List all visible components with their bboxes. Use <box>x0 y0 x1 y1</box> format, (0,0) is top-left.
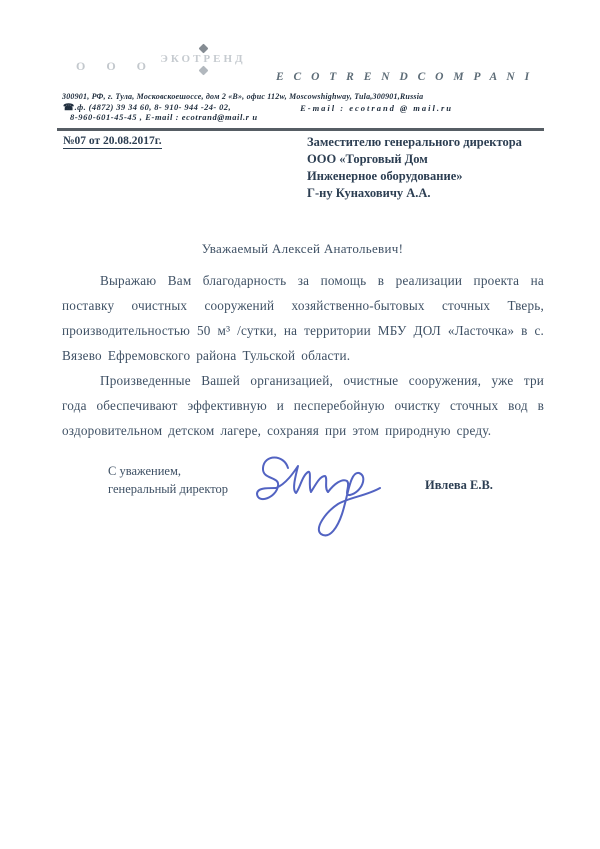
logo-ooo-text: О О О <box>76 59 156 73</box>
recipient-line: Заместителю генерального директора <box>307 135 522 149</box>
phone-icon: ☎ <box>63 102 75 112</box>
header-divider <box>57 128 544 131</box>
closing-line: генеральный директор <box>108 482 229 496</box>
body-paragraph-1: Выражаю Вам благодарность за помощь в реализации проекта на поставку очистных сооружений хозяйственно-бытовых сточных Тверь, производительностью 50 м³ /сутки, на территории МБУ ДОЛ «Ласточка» в с. Вязево Ефремовского района Тульской области. <box>62 273 544 363</box>
reference-number-date: №07 от 20.08.2017г. <box>63 135 162 147</box>
recipient-line: Г-ну Кунаховичу А.А. <box>307 186 431 200</box>
signature-ink <box>257 458 380 536</box>
logo-ornament-bottom-icon <box>198 66 208 76</box>
contact-line-2: 8-960-601-45-45 , E-mail : ecotrand@mail.r u <box>70 112 258 122</box>
email-address: E-mail : ecotrand @ mail.ru <box>300 103 453 113</box>
salutation: Уважаемый Алексей Анатольевич! <box>201 241 404 256</box>
recipient-line: Инженерное оборудование» <box>307 169 463 183</box>
signature-handwriting <box>250 448 400 548</box>
company-name-latin: E C O T R E N D C O M P A N I <box>276 71 533 83</box>
company-address: 300901, РФ, г. Тула, Московскоешоссе, дом 2 «В», офис 112w, Moscowshighway, Tula,300901,Russia <box>62 92 424 101</box>
logo-company-name: ЭКОТРЕНД <box>160 53 246 65</box>
recipient-line: ООО «Торговый Дом <box>307 152 428 166</box>
company-logo <box>148 45 258 75</box>
signer-name: Ивлева Е.В. <box>425 478 493 492</box>
closing-line: С уважением, <box>108 464 181 478</box>
letter-body <box>62 268 544 443</box>
logo-ornament-top-icon <box>198 44 208 54</box>
body-paragraph-2: Произведенные Вашей организацией, очистные сооружения, уже три года обеспечивают эффективную и песперебойную очистку сточных вод в оздоровительном детском лагере, сохраняя при этом природную среду. <box>62 373 544 438</box>
phone-numbers <box>63 102 231 112</box>
recipient-block <box>307 134 557 202</box>
phone-line-text: .ф. (4872) 39 34 60, 8- 910- 944 -24- 02, <box>74 102 231 112</box>
